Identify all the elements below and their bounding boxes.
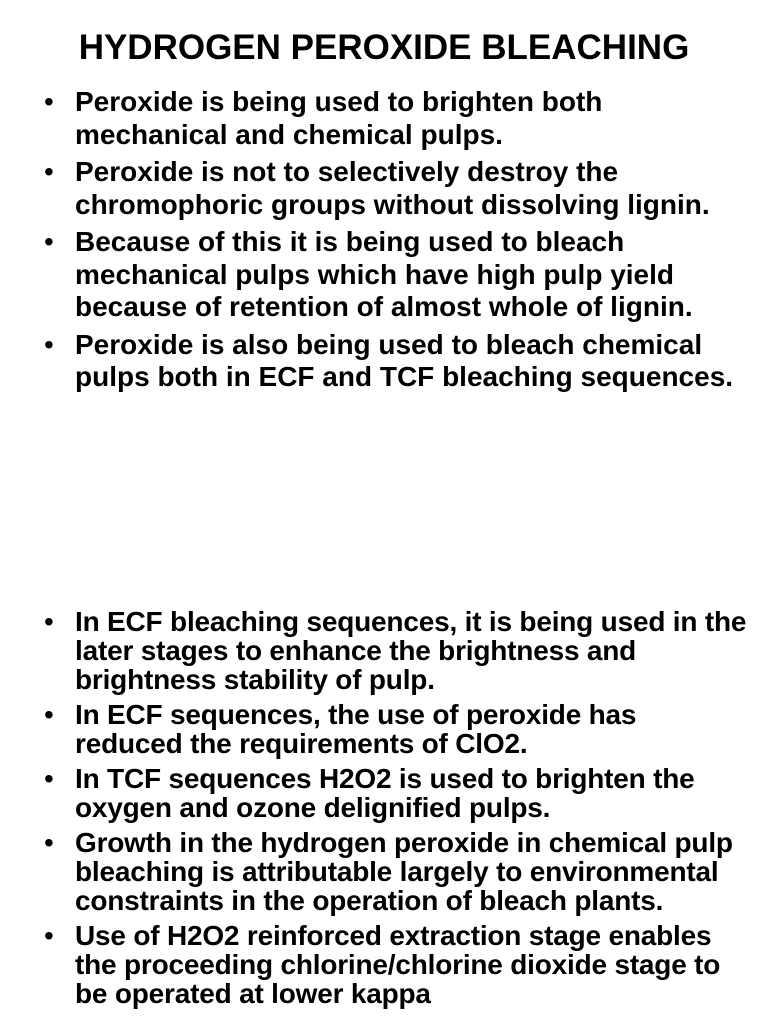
bullet-text: Peroxide is being used to brighten both mechanical and chemical pulps. [75,86,603,150]
bullet-list-upper [0,86,768,399]
bullet-item [0,86,768,151]
bullet-item [0,156,768,221]
page-title: HYDROGEN PEROXIDE BLEACHING [78,28,690,67]
bullet-dot-icon: • [44,156,54,187]
bullet-item [0,828,768,915]
bullet-dot-icon: • [44,920,54,951]
bullet-dot-icon: • [44,86,54,117]
bullet-item [0,226,768,324]
bullet-dot-icon: • [44,827,54,858]
bullet-item [0,700,768,758]
bullet-list-lower [0,607,768,1014]
bullet-text: In TCF sequences H2O2 is used to brighten the oxygen and ozone delignified pulps. [75,763,695,823]
bullet-text: Growth in the hydrogen peroxide in chemical pulp bleaching is attributable largely to environmental constraints in the operation of bleach plants. [75,827,733,916]
bullet-item [0,764,768,822]
bullet-dot-icon: • [44,226,54,257]
bullet-text: Because of this it is being used to bleach mechanical pulps which have high pulp yield because of retention of almost whole of lignin. [75,226,693,322]
bullet-text: In ECF bleaching sequences, it is being used in the later stages to enhance the brightness and brightness stability of pulp. [75,606,747,695]
bullet-dot-icon: • [44,763,54,794]
bullet-text: Peroxide is not to selectively destroy the chromophoric groups without dissolving lignin. [75,156,710,220]
bullet-item [0,921,768,1008]
bullet-text: In ECF sequences, the use of peroxide has reduced the requirements of ClO2. [75,699,637,759]
bullet-item [0,607,768,694]
bullet-dot-icon: • [44,606,54,637]
bullet-dot-icon: • [44,699,54,730]
bullet-text: Use of H2O2 reinforced extraction stage enables the proceeding chlorine/chlorine dioxide stage to be operated at lower kappa [75,920,721,1009]
bullet-dot-icon: • [44,328,54,360]
bullet-text: Peroxide is also being used to bleach chemical pulps both in ECF and TCF bleaching sequences. [75,328,734,392]
bullet-item [0,329,768,394]
